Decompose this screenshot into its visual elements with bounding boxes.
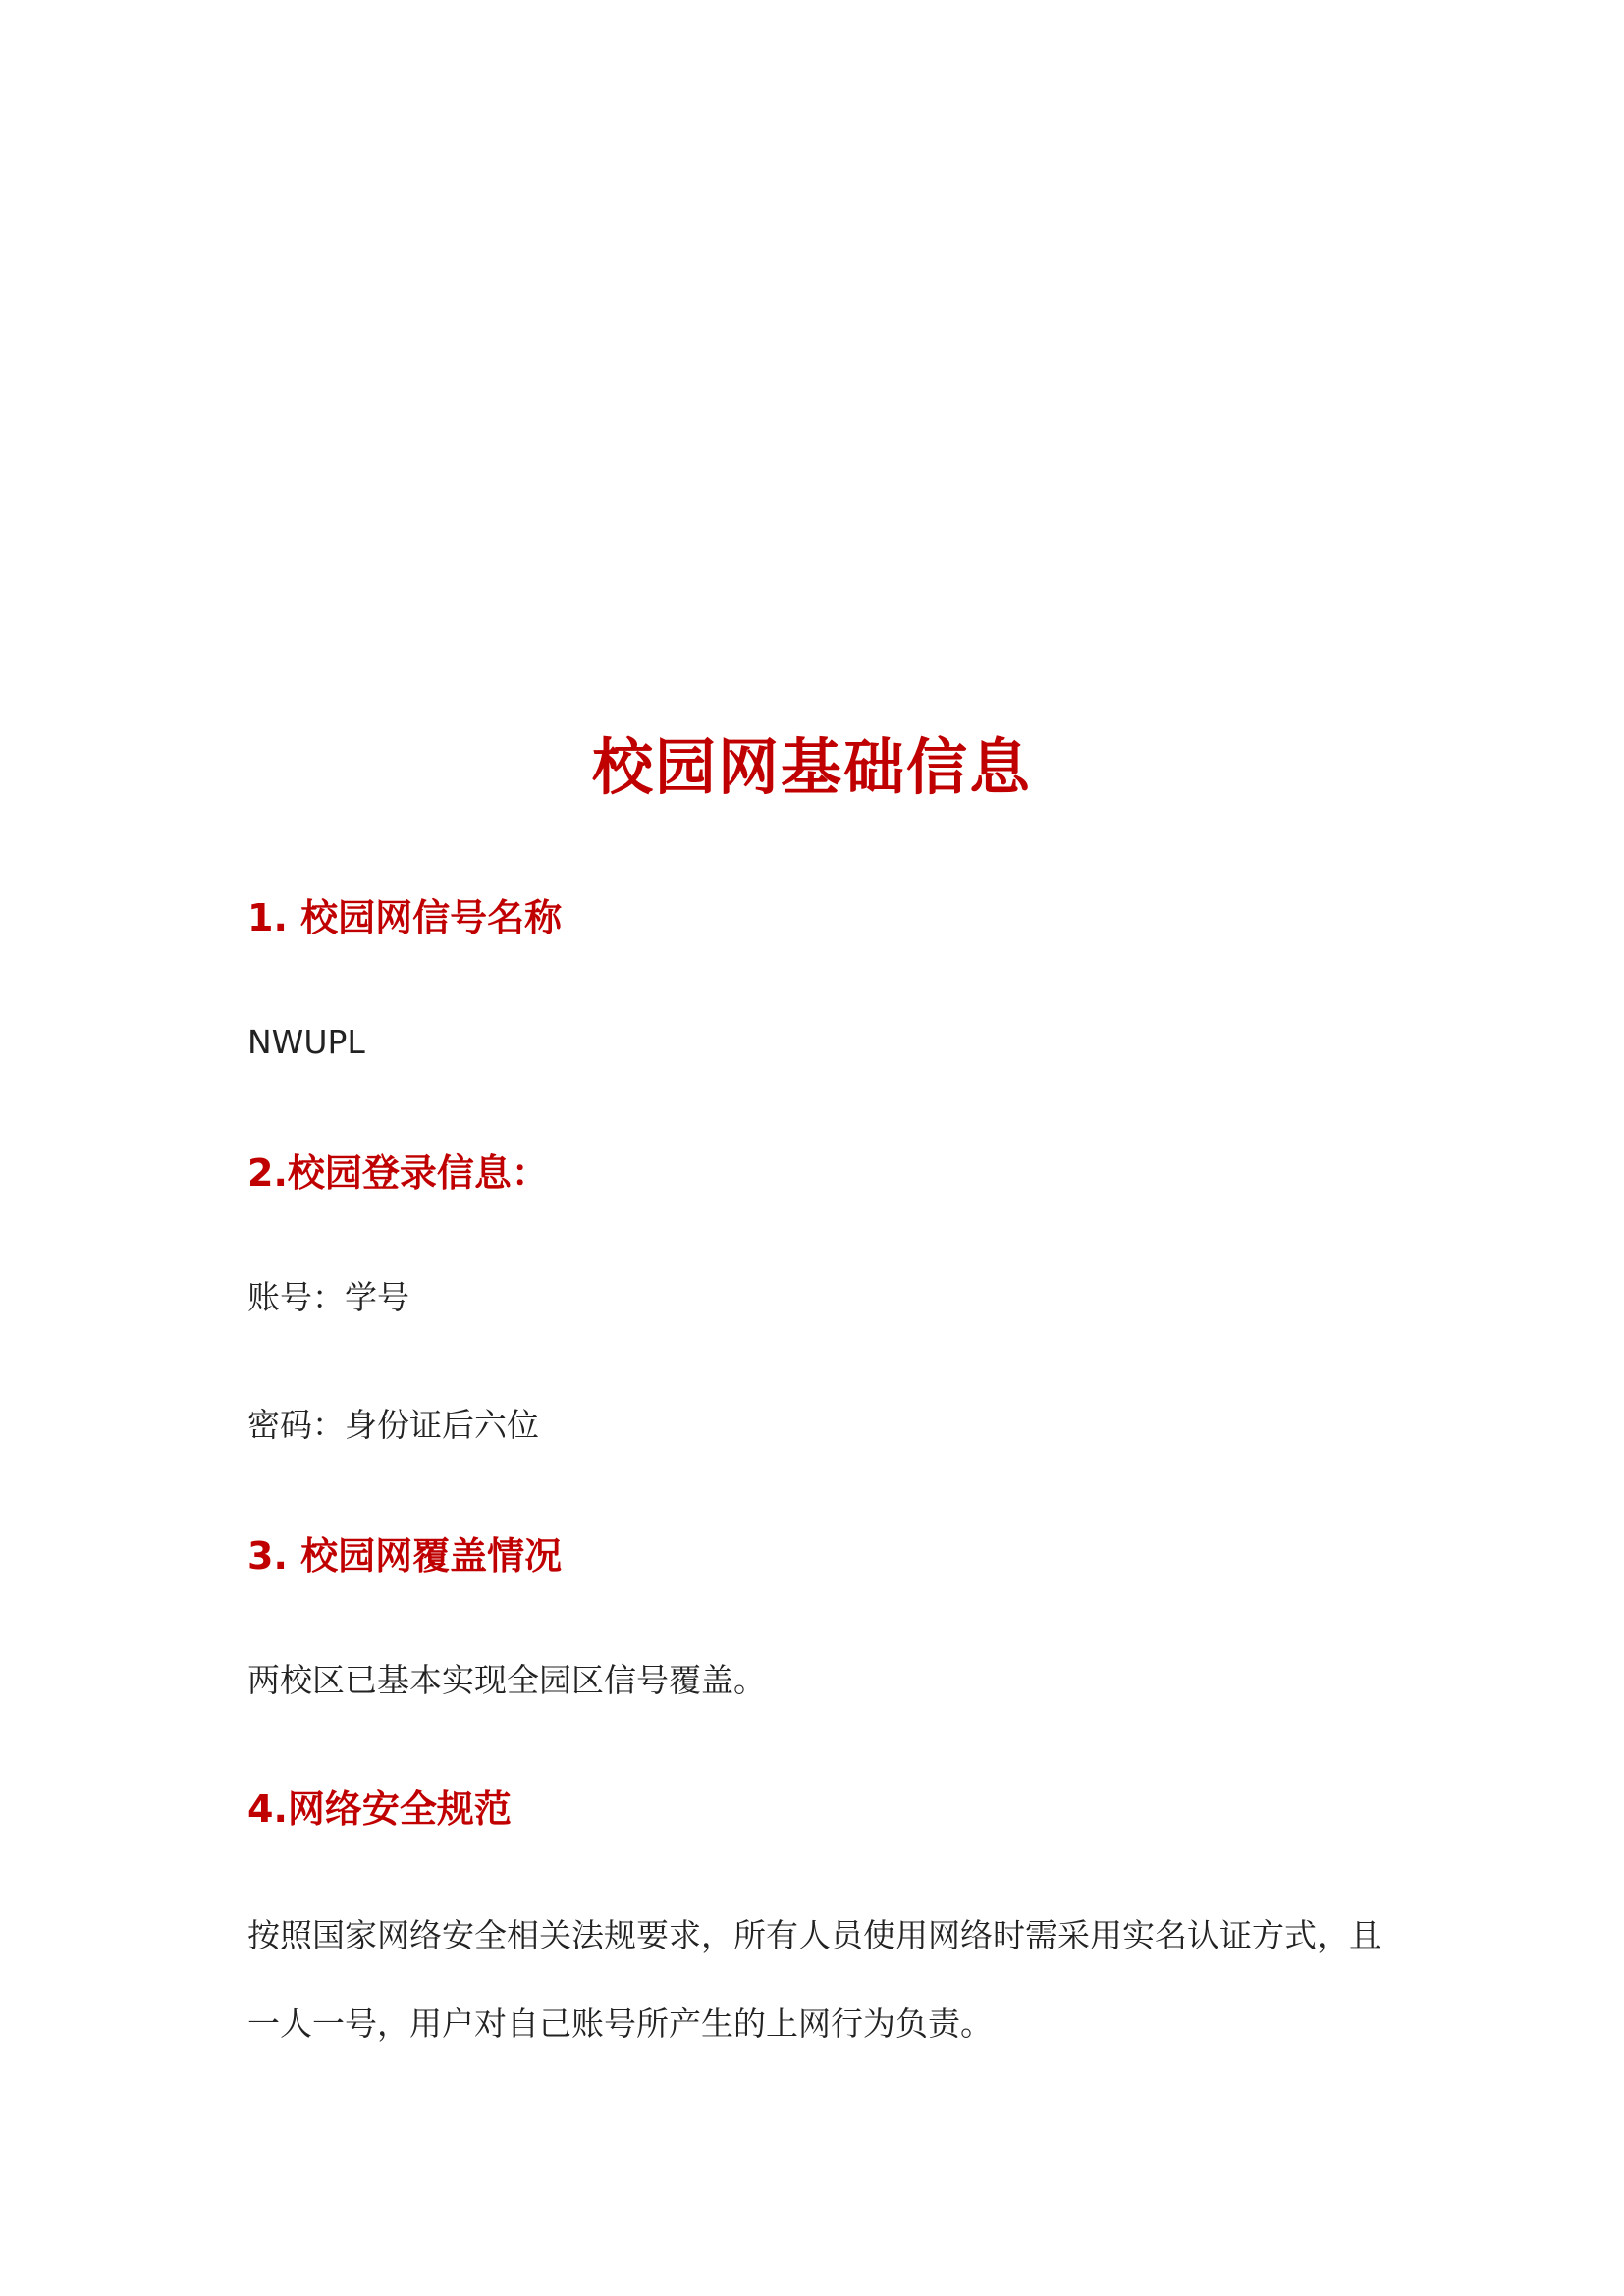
section-heading-security-rules: 4.网络安全规范 bbox=[247, 1788, 512, 1831]
login-password-line: 密码：身份证后六位 bbox=[247, 1406, 539, 1444]
section-heading-login-info: 2.校园登录信息： bbox=[247, 1151, 549, 1195]
security-rules-line-1: 按照国家网络安全相关法规要求，所有人员使用网络时需采用实名认证方式，且 bbox=[247, 1916, 1381, 1954]
security-rules-line-2: 一人一号，用户对自己账号所产生的上网行为负责。 bbox=[247, 2004, 993, 2043]
section-heading-coverage: 3. 校园网覆盖情况 bbox=[247, 1534, 563, 1577]
login-account-line: 账号：学号 bbox=[247, 1278, 409, 1316]
signal-name-value: NWUPL bbox=[247, 1023, 365, 1061]
document-title: 校园网基础信息 bbox=[591, 731, 1032, 803]
section-heading-signal-name: 1. 校园网信号名称 bbox=[247, 896, 563, 939]
coverage-text: 两校区已基本实现全园区信号覆盖。 bbox=[247, 1661, 766, 1699]
